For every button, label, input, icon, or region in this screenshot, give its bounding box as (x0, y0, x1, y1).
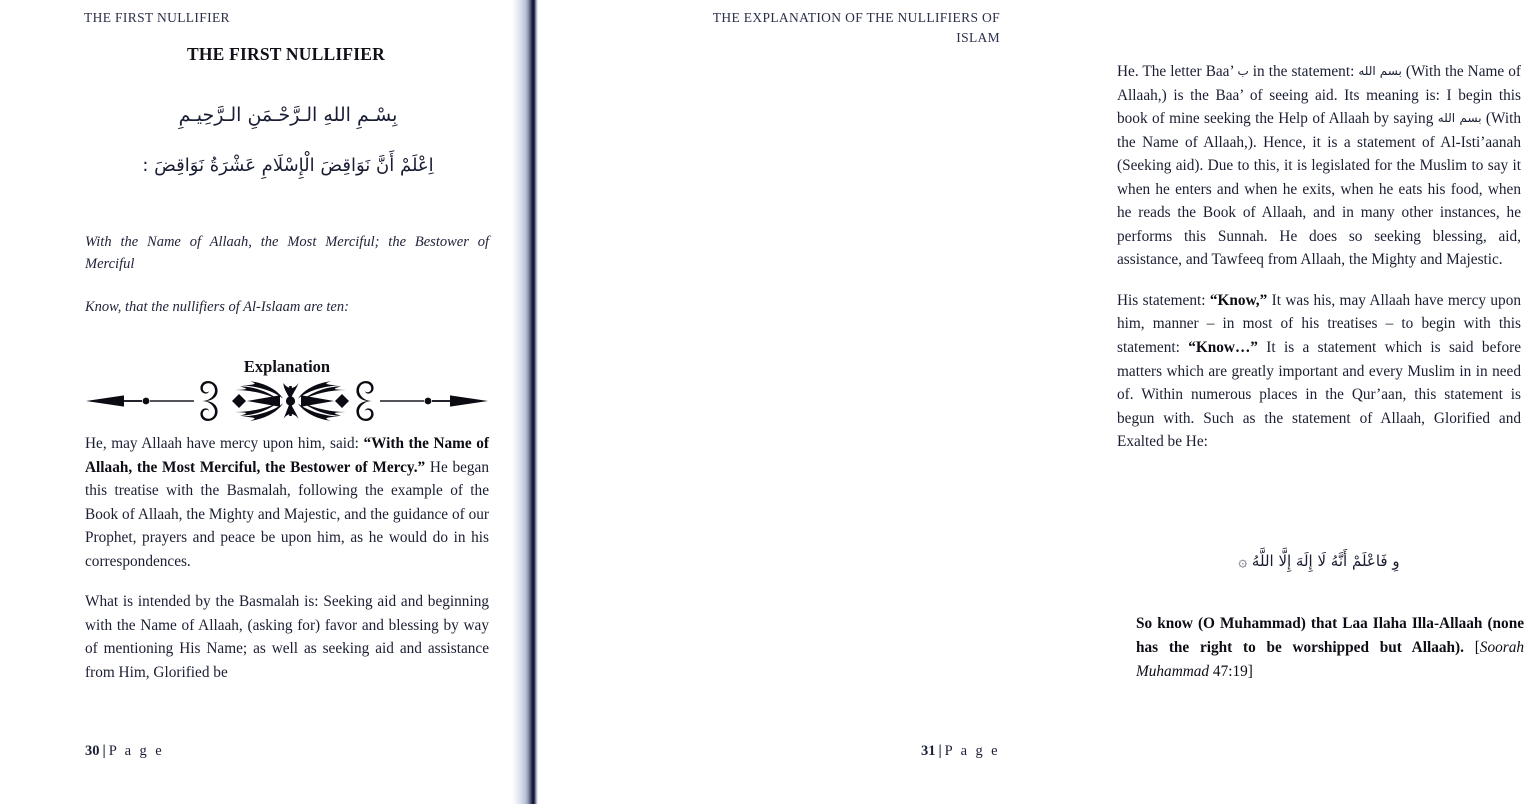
ref-bracket-open: [ (1474, 638, 1480, 656)
arabic-basmalah-line: بِسْـمِ اللهِ الـرَّحْـمَنِ الـرَّحِيـمِ (178, 104, 398, 126)
left-page (0, 0, 512, 804)
paragraph-know-statement (1117, 289, 1521, 454)
right-page-running-header: THE EXPLANATION OF THE NULLIFIERS OF ISLAM (712, 10, 1000, 45)
ornamental-divider-icon (84, 380, 490, 422)
ref-bracket-close: ] (1247, 662, 1253, 680)
rp2-part2: It was his, may Allaah have mercy upon him, manner – in most of his treatises – to begin with this statement: (1117, 291, 1521, 357)
arabic-second-line: اِعْلَمْ أَنَّ نَوَاقِضَ الْإِسْلَامِ عَشْرَةُ نَوَاقِضَ : (142, 155, 434, 176)
footer-page-word: P a g e (944, 743, 1000, 759)
right-page-body (1117, 60, 1521, 454)
footer-separator: | (938, 743, 942, 759)
right-page-footer (921, 743, 1000, 760)
page-title: THE FIRST NULLIFIER (187, 44, 385, 64)
rp2-part3: It is a statement which is said before matters which are greatly important and every Muslim in in need of. Within numerous places in the Qur’aan, this statement is begun with. Such as the statement of Allaah, Glorified and Exalted be He: (1117, 339, 1521, 451)
right-page (538, 0, 1524, 804)
footer-separator: | (102, 743, 106, 759)
para1-lead: He, may Allaah have mercy upon him, said: (85, 435, 364, 452)
paragraph-first-nullifier-intro (85, 432, 489, 573)
quran-verse-arabic: وِ فَاعْلَمْ أَنَّهُ لَا إِلَهَ إِلَّا اللَّهُ ۞ (1238, 552, 1400, 570)
arabic-bismillah-inline-1: بسم الله (1358, 64, 1402, 78)
page-number: 31 (920, 743, 936, 759)
para1-tail: He began this treatise with the Basmalah, following the example of the Book of Allaah, the Mighty and Majestic, and the guidance of our Prophet, prayers and peace be upon him, as he would do in his correspondences. (85, 458, 489, 570)
rp1-part2: in the statement: (1248, 63, 1359, 80)
ref-soorah-name: Soorah Muhammad (1136, 638, 1524, 680)
left-page-running-header: THE FIRST NULLIFIER (84, 10, 230, 25)
arabic-letter-baa: ب (1237, 64, 1249, 78)
rp2-bold-know-2: “Know…” (1188, 339, 1258, 357)
arabic-bismillah-inline-2: بسم الله (1437, 111, 1482, 126)
paragraph-baa-explanation (1117, 60, 1521, 272)
page-number: 30 (85, 743, 100, 759)
ref-ayah-number: 47:19 (1209, 662, 1248, 680)
rp2-part1: His statement: (1117, 291, 1210, 309)
explanation-heading: Explanation (243, 357, 331, 376)
left-page-body (85, 432, 489, 684)
paragraph-basmalah-intent: What is intended by the Basmalah is: Seeking aid and beginning with the Name of Allaah, (asking for) favor and blessing by way of mentioning His Name; as well as seeking aid and assistance from Him, Glorified be (85, 593, 489, 681)
basmalah-translation: With the Name of Allaah, the Most Merciful; the Bestower of Merciful (85, 234, 489, 273)
quran-verse-translation (1136, 612, 1524, 684)
rp1-part3: (With the Name of Allaah,) is the Baa’ of seeing aid. Its meaning is: I begin this book of mine seeking the Help of Allaah by saying (1117, 63, 1521, 128)
rp1-part4: (With the Name of Allaah,). Hence, it is a statement of Al-Isti’aanah (Seeking aid). Due to this, it is legislated for the Muslim to say it when he enters and when he exits, when he eats his food, when he reads the Book of Allaah, and in many other instances, he performs this Sunnah. He does so seeking blessing, aid, assistance, and Tawfeeq from Allaah, the Mighty and Majestic. (1117, 110, 1521, 269)
know-translation: Know, that the nullifiers of Al-Islaam are ten: (85, 299, 349, 315)
para1-bold-quote: “With the Name of Allaah, the Most Merciful, the Bestower of Mercy.” (85, 435, 489, 476)
footer-page-word: P a g e (108, 743, 165, 759)
verse-translation-text: So know (O Muhammad) that Laa Ilaha Illa-Allaah (none has the right to be worshipped but Allaah). (1136, 615, 1524, 656)
left-page-footer (85, 743, 164, 760)
rp2-bold-know-1: “Know,” (1209, 291, 1268, 309)
rp1-part1: He. The letter Baa’ (1117, 63, 1238, 80)
book-spine (512, 0, 538, 804)
